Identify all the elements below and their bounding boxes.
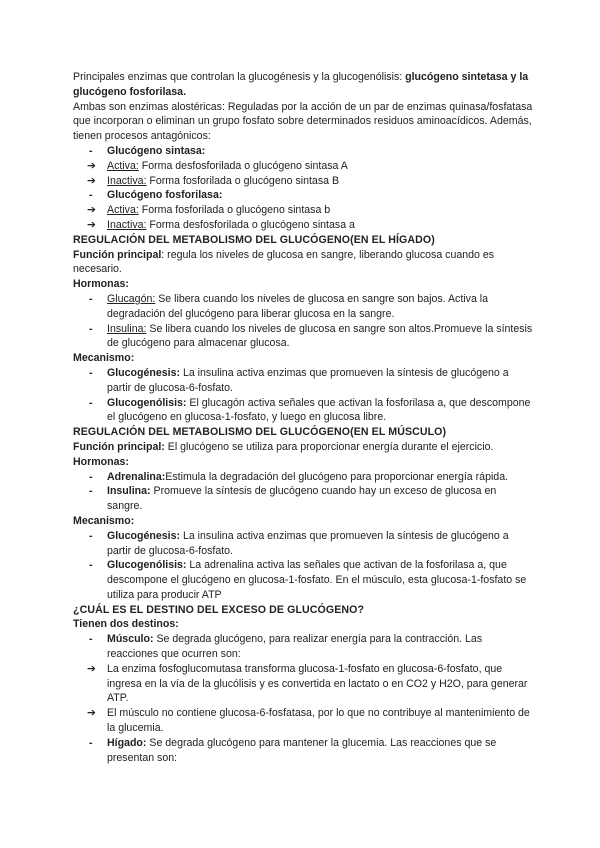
label: Músculo: (107, 633, 154, 646)
list-item (73, 144, 533, 159)
list-item (73, 203, 533, 218)
label: Glucogénesis: (107, 529, 180, 542)
list-item (73, 366, 533, 396)
text: Se degrada glucógeno, para realizar energía para la contracción. Las reacciones que ocurren son: (107, 633, 483, 661)
text: Se libera cuando los niveles de glucosa en sangre son altos.Promueve la síntesis de glucógeno para almacenar glucosa. (107, 322, 533, 350)
function-line (73, 248, 533, 278)
text: Forma fosforilada o glucógeno sintasa B (146, 174, 340, 187)
list-item (73, 662, 533, 706)
arrow-bullet-icon: ➔ (87, 204, 96, 217)
list-item (73, 174, 533, 189)
label: Adrenalina: (107, 470, 166, 483)
dash-bullet: - (89, 292, 93, 305)
dash-bullet: - (89, 485, 93, 498)
label: Glucagón: (107, 292, 156, 305)
arrow-bullet-icon: ➔ (87, 707, 96, 720)
dash-bullet: - (89, 322, 93, 335)
label: Inactiva: (107, 174, 147, 187)
hormonas-label: Hormonas: (73, 278, 129, 291)
label: Glucogenólisis: (107, 396, 187, 409)
label: Activa: (107, 159, 139, 172)
label: Glucogénesis: (107, 366, 180, 379)
label: Inactiva: (107, 218, 147, 231)
dash-bullet: - (89, 396, 93, 409)
intro-bold: glucógeno sintetasa y la glucógeno fosforilasa. (73, 71, 529, 98)
hormonas-label: Hormonas: (73, 455, 129, 468)
list-item (73, 396, 533, 426)
arrow-bullet-icon: ➔ (87, 662, 96, 675)
text: La insulina activa enzimas que promueven la síntesis de glucógeno a partir de glucosa-6-fosfato. (107, 529, 509, 557)
text: Estimula la degradación del glucógeno para proporcionar energía rápida. (165, 470, 509, 483)
intro-line (73, 70, 533, 100)
list-item (73, 322, 533, 352)
text: Se degrada glucógeno para mantener la glucemia. Las reacciones que se presentan son: (107, 736, 497, 764)
mecanismo-label: Mecanismo: (73, 514, 135, 527)
dash-bullet: - (89, 736, 93, 749)
dash-bullet: - (89, 633, 93, 646)
intro-text: Principales enzimas que controlan la glucogénesis y la glucogenólisis: (73, 71, 406, 83)
list-item (73, 218, 533, 233)
arrow-bullet-icon: ➔ (87, 159, 96, 172)
arrow-bullet-icon: ➔ (87, 174, 96, 187)
dash-bullet: - (89, 366, 93, 379)
section-heading: REGULACIÓN DEL METABOLISMO DEL GLUCÓGENO(EN EL MÚSCULO) (73, 426, 447, 439)
list-item (73, 159, 533, 174)
dash-bullet: - (89, 470, 93, 483)
section-heading: ¿CUÁL ES EL DESTINO DEL EXCESO DE GLUCÓGENO? (73, 603, 365, 616)
text: Promueve la síntesis de glucógeno cuando hay un exceso de glucosa en sangre. (107, 485, 497, 513)
label: Glucogenólisis: (107, 559, 187, 572)
intro-paragraph: Ambas son enzimas alostéricas: Reguladas por la acción de un par de enzimas quinasa/fosfatasa que incorporan o eliminan un grupo fosfato sobre determinados residuos aminoacídicos. Además, tienen procesos antagónicos: (73, 100, 533, 143)
label: Hígado: (107, 736, 147, 749)
list-item (73, 188, 533, 203)
text: Forma desfosforilada o glucógeno sintasa a (146, 218, 355, 231)
text: Forma desfosforilada o glucógeno sintasa A (138, 159, 348, 172)
dash-bullet: - (89, 189, 93, 202)
text: Se libera cuando los niveles de glucosa en sangre son bajos. Activa la degradación del glucógeno para liberar glucosa en la sangre. (107, 292, 489, 320)
label: Insulina: (107, 322, 147, 335)
label: Función principal (73, 248, 162, 261)
list-item (73, 484, 533, 514)
list-item (73, 529, 533, 559)
arrow-bullet-icon: ➔ (87, 218, 96, 231)
fosforilasa-title: Glucógeno fosforilasa: (107, 189, 223, 202)
mecanismo-label: Mecanismo: (73, 352, 135, 365)
text: : regula los niveles de glucosa en sangre, liberando glucosa cuando es necesario. (73, 248, 495, 276)
text: La adrenalina activa las señales que activan de la fosforilasa a, que descompone el glucógeno en glucosa-1-fosfato. En el músculo, esta glucosa-1-fosfato se utiliza para producir ATP (107, 559, 527, 601)
list-item (73, 632, 533, 662)
dash-bullet: - (89, 559, 93, 572)
label: Insulina: (107, 485, 151, 498)
label: Activa: (107, 204, 139, 217)
text: Forma fosforilada o glucógeno sintasa b (138, 204, 331, 217)
text: La insulina activa enzimas que promueven la síntesis de glucógeno a partir de glucosa-6-fosfato. (107, 366, 509, 394)
list-item (73, 736, 533, 766)
sintasa-title: Glucógeno sintasa: (107, 144, 206, 157)
label: Función principal: (73, 440, 165, 453)
function-line (73, 440, 533, 455)
text: La enzima fosfoglucomutasa transforma glucosa-1-fosfato en glucosa-6-fosfato, que ingresa en la vía de la glucólisis y es convertida en lactato o en CO2 y H2O, para generar ATP. (107, 662, 528, 705)
section-heading: REGULACIÓN DEL METABOLISMO DEL GLUCÓGENO(EN EL HÍGADO) (73, 233, 435, 246)
list-item (73, 470, 533, 485)
document-page (73, 70, 533, 765)
dash-bullet: - (89, 144, 93, 157)
dash-bullet: - (89, 529, 93, 542)
text: El glucagón activa señales que activan la fosforilasa a, que descompone el glucógeno en glucosa-1-fosfato, y luego en glucosa libre. (107, 396, 531, 424)
text: El músculo no contiene glucosa-6-fosfatasa, por lo que no contribuye al mantenimiento de la glucemia. (107, 707, 530, 735)
list-item (73, 292, 533, 322)
list-item (73, 558, 533, 602)
text: El glucógeno se utiliza para proporcionar energía durante el ejercicio. (164, 440, 494, 453)
destinos-label: Tienen dos destinos: (73, 618, 179, 631)
list-item (73, 706, 533, 736)
